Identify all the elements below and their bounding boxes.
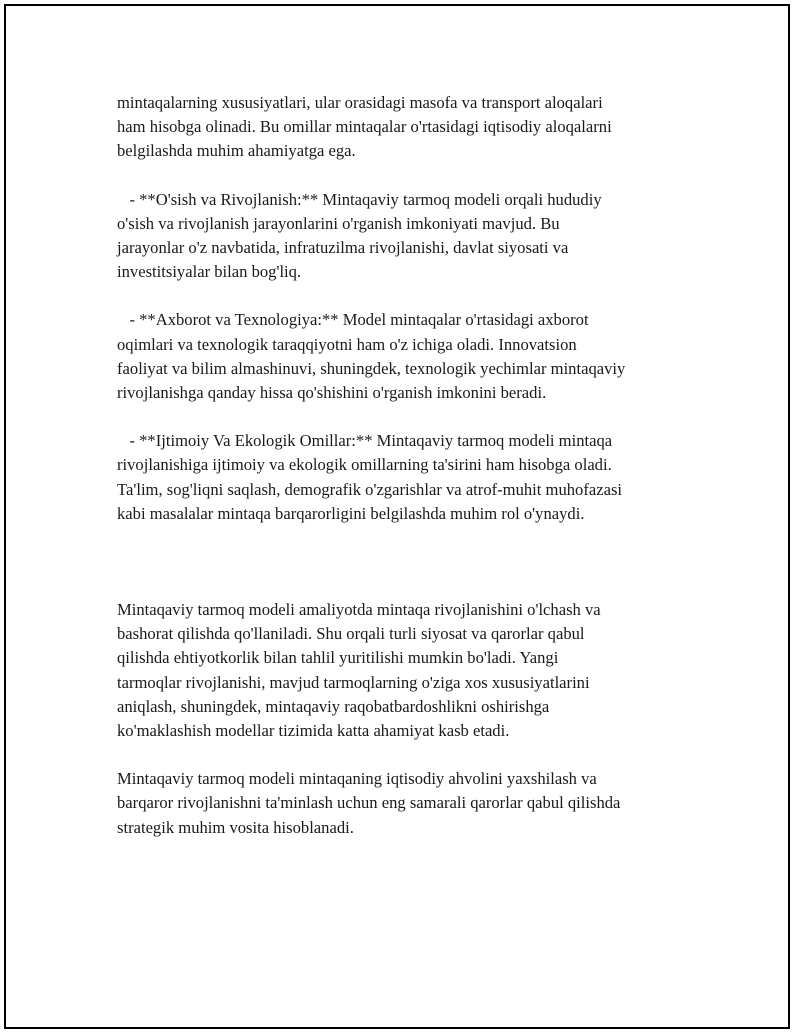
paragraph-information-technology: - **Axborot va Texnologiya:** Model mintaqalar o'rtasidagi axborot oqimlari va texnologik taraqqiyotni ham o'z ichiga oladi. Innovatsion faoliyat va bilim almashinuvi, shuningdek, texnologik yechimlar mintaqaviy rivojlanishga qanday hissa qo'shishini o'rganish imkonini beradi.: [117, 310, 626, 403]
paragraph-social-ecological: - **Ijtimoiy Va Ekologik Omillar:** Mintaqaviy tarmoq modeli mintaqa rivojlanishiga ijtimoiy va ekologik omillarning ta'sirini ham hisobga oladi. Ta'lim, sog'liqni saqlash, demografik o'zgarishlar va atrof-muhit muhofazasi kabi masalalar mintaqa barqarorligini belgilashda muhim rol o'ynaydi.: [117, 431, 623, 523]
paragraph-regional-features: mintaqalarning xususiyatlari, ular orasidagi masofa va transport aloqalari ham hisobga olinadi. Bu omillar mintaqalar o'rtasidagi iqtisodiy aloqalarni belgilashda muhim ahamiyatga ega.: [117, 93, 612, 161]
paragraph-practical-application: Mintaqaviy tarmoq modeli amaliyotda mintaqa rivojlanishini o'lchash va bashorat qilishda qo'llaniladi. Shu orqali turli siyosat va qarorlar qabul qilishda ehtiyotkorlik bilan tahlil yuritilishi mumkin bo'ladi. Yangi tarmoqlar rivojlanishi, mavjud tarmoqlarning o'ziga xos xususiyatlarini aniqlash, shuningdek, mintaqaviy raqobatbardoshlikni oshirishga ko'maklashish modellar tizimida katta ahamiyat kasb etadi.: [117, 600, 601, 741]
paragraph-growth-development: - **O'sish va Rivojlanish:** Mintaqaviy tarmoq modeli orqali hududiy o'sish va rivojlanish jarayonlarini o'rganish imkoniyati mavjud. Bu jarayonlar o'z navbatida, infratuzilma rivojlanishi, davlat siyosati va investitsiyalar bilan bog'liq.: [117, 189, 602, 282]
document-body: [117, 91, 697, 840]
paragraph-conclusion: Mintaqaviy tarmoq modeli mintaqaning iqtisodiy ahvolini yaxshilash va barqaror rivojlanishni ta'minlash uchun eng samarali qarorlar qabul qilishda strategik muhim vosita hisoblanadi.: [117, 769, 621, 837]
